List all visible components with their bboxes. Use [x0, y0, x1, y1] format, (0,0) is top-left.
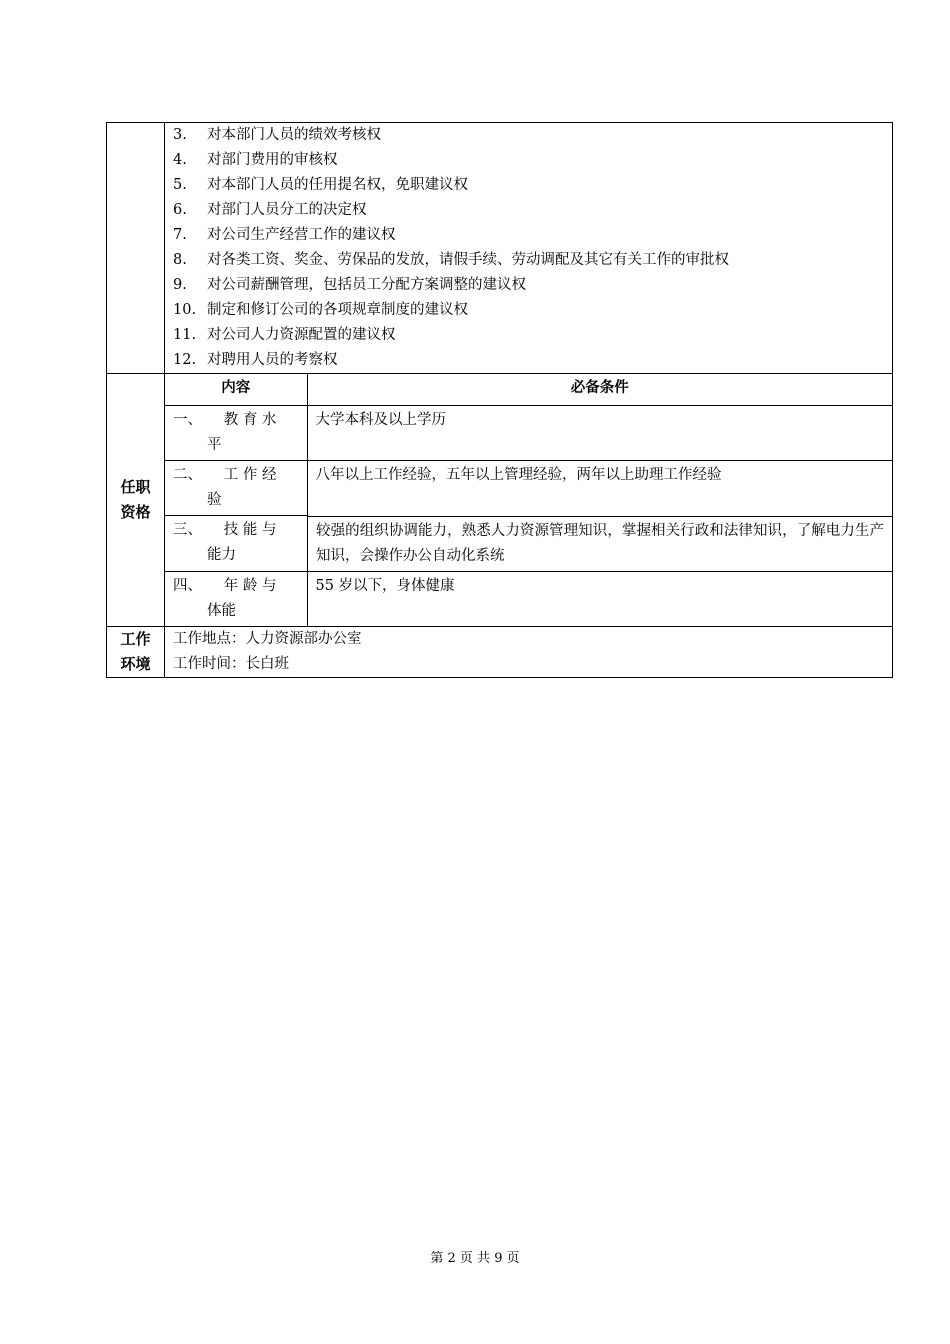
qualification-header-row [165, 374, 892, 406]
authority-item: 9. 对公司薪酬管理，包括员工分配方案调整的建议权 [173, 277, 526, 293]
work-location: 工作地点：人力资源部办公室 [173, 630, 362, 647]
authority-item: 6. 对部门人员分工的决定权 [173, 202, 367, 218]
authority-item: 4. 对部门费用的审核权 [173, 152, 338, 168]
qualification-item: 一、 教 育 水 平 [165, 406, 307, 461]
qualification-label: 任职 资格 [107, 374, 165, 627]
qualification-item-row [165, 571, 892, 626]
environment-label: 工作 环境 [107, 626, 165, 677]
authority-item: 11. 对公司人力资源配置的建议权 [173, 327, 396, 343]
authority-label-cell [107, 123, 165, 374]
qualification-table [165, 374, 892, 626]
qualification-item-row [165, 516, 892, 572]
qualification-requirement: 八年以上工作经验，五年以上管理经验，两年以上助理工作经验 [307, 461, 892, 516]
qualification-item-row [165, 406, 892, 461]
qualification-content-cell [165, 374, 893, 627]
page-number: 第 2 页 共 9 页 [430, 1251, 520, 1266]
work-hours: 工作时间：长白班 [173, 655, 289, 672]
authority-item: 7. 对公司生产经营工作的建议权 [173, 227, 396, 243]
authority-list [165, 123, 892, 373]
authority-content-cell [165, 123, 893, 374]
authority-item: 12. 对聘用人员的考察权 [173, 352, 338, 368]
qualification-requirement: 较强的组织协调能力，熟悉人力资源管理知识，掌握相关行政和法律知识，了解电力生产知识，会操作办公自动化系统 [307, 516, 892, 571]
authority-item: 3. 对本部门人员的绩效考核权 [173, 127, 381, 143]
header-requirement: 必备条件 [307, 374, 892, 406]
qualification-row [107, 374, 893, 627]
qualification-requirement: 大学本科及以上学历 [307, 406, 892, 461]
qualification-item: 二、 工 作 经 验 [165, 461, 307, 516]
header-content: 内容 [221, 380, 251, 396]
job-description-table [106, 122, 893, 678]
qualification-item: 四、 年 龄 与 体能 [165, 571, 307, 626]
authority-item: 8. 对各类工资、奖金、劳保品的发放，请假手续、劳动调配及其它有关工作的审批权 [173, 252, 729, 268]
qualification-item: 三、 技 能 与 能力 [165, 516, 307, 572]
qualification-item-row [165, 461, 892, 516]
qualification-requirement: 55 岁以下，身体健康 [307, 571, 892, 626]
authority-row [107, 123, 893, 374]
authority-item: 5. 对本部门人员的任用提名权，免职建议权 [173, 177, 468, 193]
environment-content-cell [165, 626, 893, 677]
authority-item: 10. 制定和修订公司的各项规章制度的建议权 [173, 302, 468, 318]
environment-row [107, 626, 893, 677]
